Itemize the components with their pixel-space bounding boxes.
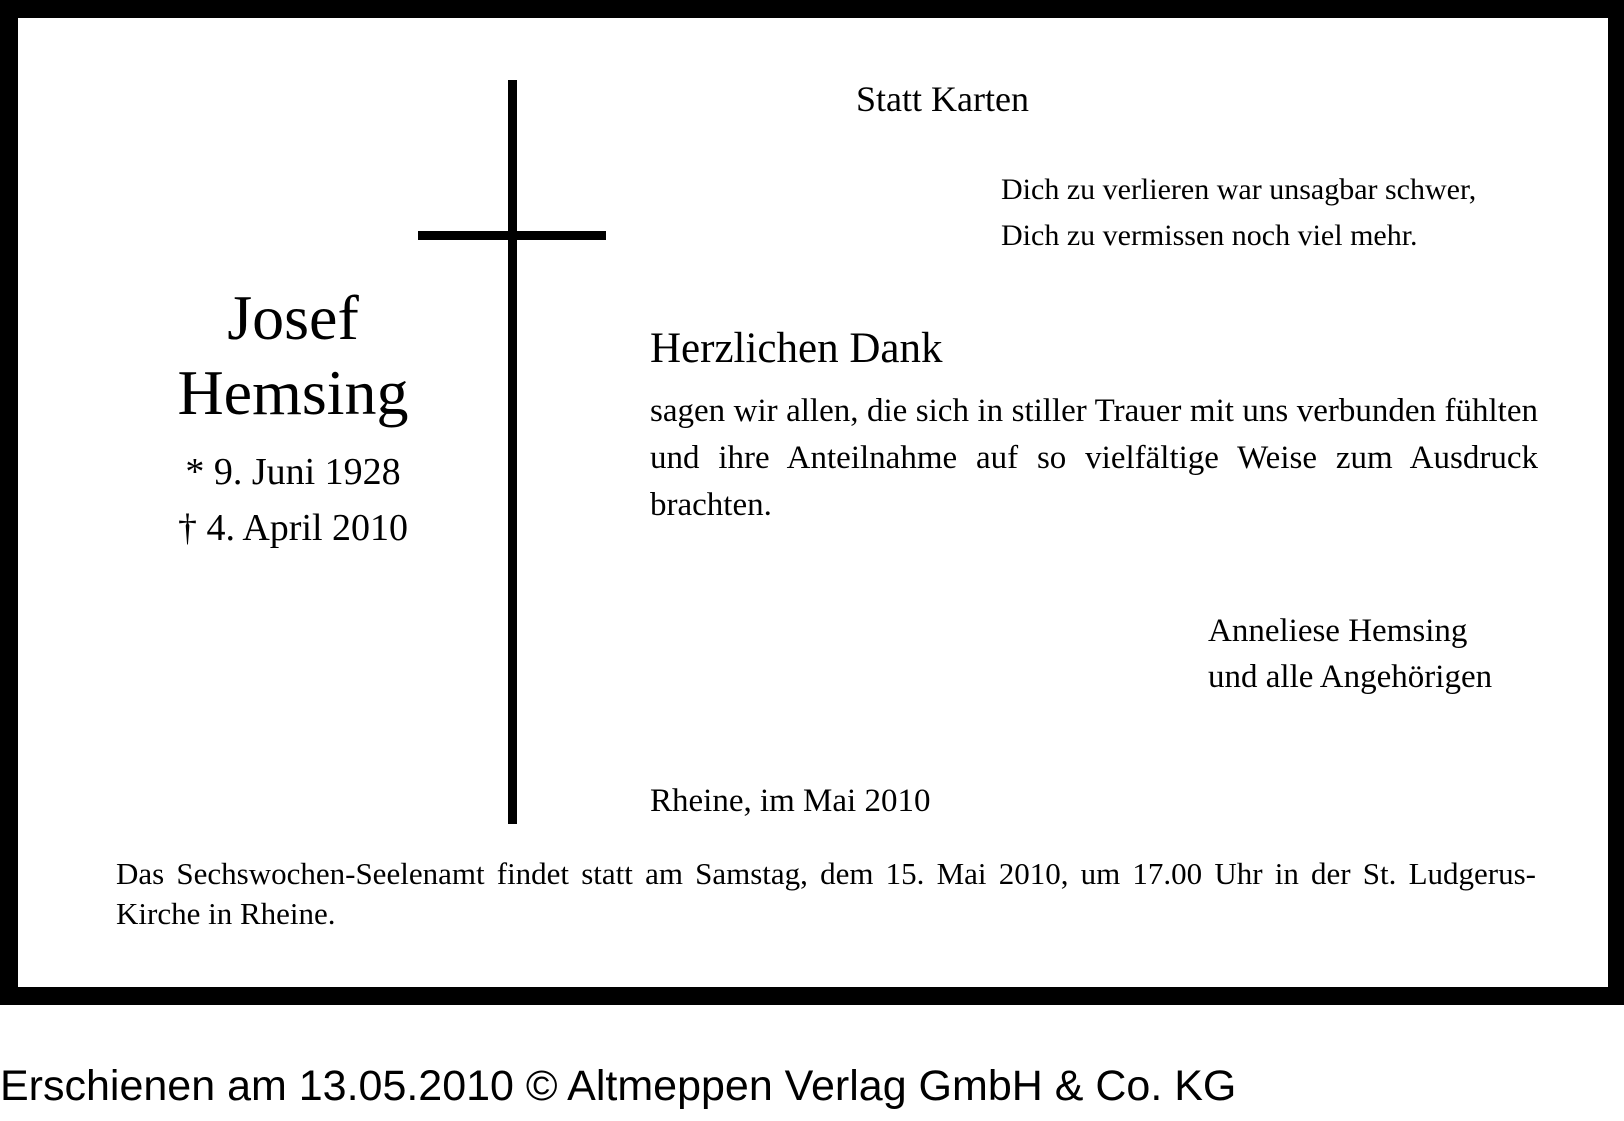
place-date: Rheine, im Mai 2010	[650, 783, 931, 819]
obituary-notice-content	[18, 18, 1608, 987]
quote-line-1: Dich zu verlieren war unsagbar schwer,	[1001, 173, 1477, 206]
deceased-last-name: Hemsing	[177, 357, 409, 428]
death-date: † 4. April 2010	[177, 507, 409, 549]
publication-footer: Erschienen am 13.05.2010 © Altmeppen Verlag GmbH & Co. KG	[0, 1062, 1237, 1110]
cross-icon-horizontal-beam	[418, 231, 606, 240]
service-notice: Das Sechswochen-Seelenamt findet statt am Samstag, dem 15. Mai 2010, um 17.00 Uhr in der St. Ludgerus-Kirche in Rheine.	[116, 856, 1536, 931]
signature-line-1: Anneliese Hemsing	[1208, 613, 1468, 649]
cross-icon-vertical-beam	[508, 80, 517, 824]
thanks-text: sagen wir allen, die sich in stiller Trauer mit uns verbunden fühlten und ihre Anteilnahme auf so vielfältige Weise zum Ausdruck brachten.	[650, 393, 1538, 523]
life-dates	[118, 444, 468, 556]
quote-line-2: Dich zu vermissen noch viel mehr.	[1001, 219, 1418, 252]
signature-line-2: und alle Angehörigen	[1208, 659, 1493, 695]
birth-date: * 9. Juni 1928	[185, 451, 401, 493]
thanks-heading: Herzlichen Dank	[650, 325, 943, 372]
deceased-first-name: Josef	[227, 282, 359, 353]
notice-header: Statt Karten	[856, 79, 1029, 119]
deceased-block	[118, 280, 468, 556]
